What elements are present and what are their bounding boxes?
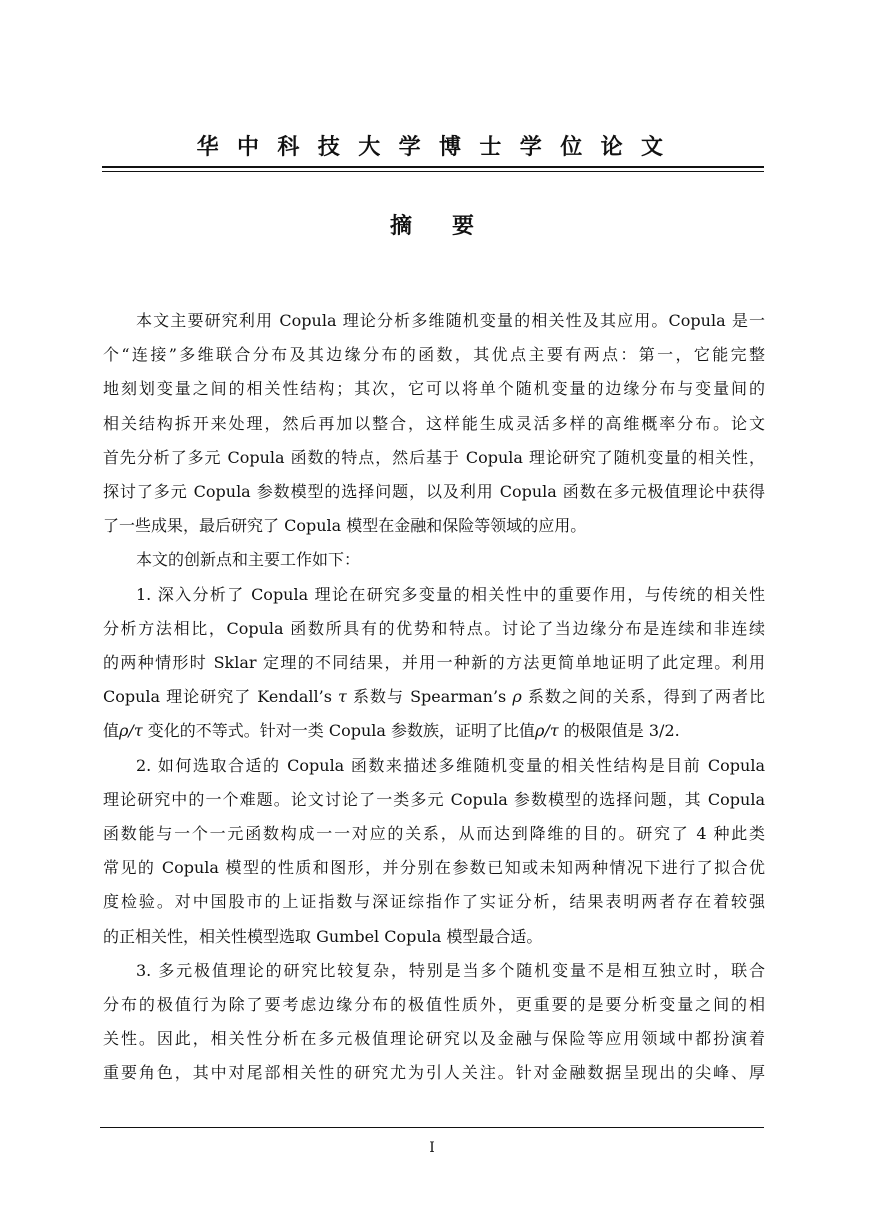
text-line: 首先分析了多元 Copula 函数的特点，然后基于 Copula 理论研究了随机变量的相关性，	[103, 447, 765, 467]
text-line: 3. 多元极值理论的研究比较复杂，特别是当多个随机变量不是相互独立时，联合	[136, 960, 765, 980]
text-line: 分布的极值行为除了要考虑边缘分布的极值性质外，更重要的是要分析变量之间的相	[103, 995, 765, 1015]
text-segment: Copula 理论研究了 Kendall’s	[103, 687, 339, 707]
tau-symbol: τ	[338, 687, 347, 707]
rho-symbol: ρ	[512, 687, 522, 707]
text-line: 函数能与一个一元函数构成一一对应的关系，从而达到降维的目的。研究了 4 种此类	[103, 824, 765, 844]
text-segment: 系数之间的关系，得到了两者比	[527, 687, 765, 707]
text-line: 地刻划变量之间的相关性结构；其次，它可以将单个随机变量的边缘分布与变量间的	[103, 379, 765, 399]
text-segment: 值	[103, 721, 120, 741]
text-segment: 系数与 Spearman’s	[352, 687, 513, 707]
paragraph-contribution-2	[103, 749, 765, 954]
text-line: 度检验。对中国股市的上证指数与深证综指作了实证分析，结果表明两者存在着较强	[103, 892, 765, 912]
body-text	[103, 304, 765, 1091]
ratio-symbol: ρ/τ	[119, 721, 143, 741]
text-line: 关性。因此，相关性分析在多元极值理论研究以及金融与保险等应用领域中都扮演着	[103, 1029, 765, 1049]
running-header-title: 华中科技大学博士学位论文	[196, 134, 682, 160]
footer-rule	[100, 1127, 764, 1128]
section-title: 摘要	[389, 213, 514, 239]
text-segment: 的极限值是 3/2.	[563, 721, 680, 741]
text-line: 本文主要研究利用 Copula 理论分析多维随机变量的相关性及其应用。Copula 是一	[136, 311, 765, 330]
text-line: 探讨了多元 Copula 参数模型的选择问题，以及利用 Copula 函数在多元极值理论中获得	[103, 482, 765, 502]
paragraph-intro	[103, 304, 765, 543]
text-line: 常见的 Copula 模型的性质和图形，并分别在参数已知或未知两种情况下进行了拟合优	[103, 858, 765, 878]
text-line: 个“连接”多维联合分布及其边缘分布的函数，其优点主要有两点：第一，它能完整	[103, 345, 765, 365]
text-line: 的两种情形时 Sklar 定理的不同结果，并用一种新的方法更简单地证明了此定理。利用	[103, 653, 765, 673]
header-rule-thick	[102, 166, 764, 168]
text-line: 了一些成果，最后研究了 Copula 模型在金融和保险等领域的应用。	[103, 516, 587, 536]
ratio-symbol: ρ/τ	[535, 721, 559, 741]
text-line: 1. 深入分析了 Copula 理论在研究多变量的相关性中的重要作用，与传统的相关性	[136, 584, 765, 604]
text-segment: 变化的不等式。针对一类 Copula 参数族，证明了比值	[147, 721, 536, 741]
text-line: 2. 如何选取合适的 Copula 函数来描述多维随机变量的相关性结构是目前 Copula	[136, 755, 765, 775]
text-line	[103, 714, 765, 748]
text-line: 的正相关性，相关性模型选取 Gumbel Copula 模型最合适。	[103, 926, 543, 946]
text-line	[103, 680, 765, 714]
text-line: 本文的创新点和主要工作如下：	[136, 550, 361, 570]
text-line: 理论研究中的一个难题。论文讨论了一类多元 Copula 参数模型的选择问题，其 Copula	[103, 789, 765, 809]
paragraph-contributions-intro	[103, 543, 765, 577]
page-number: I	[429, 1140, 435, 1156]
text-line: 重要角色，其中对尾部相关性的研究尤为引人关注。针对金融数据呈现出的尖峰、厚	[103, 1063, 765, 1083]
header-rule-thin	[102, 171, 764, 172]
paragraph-contribution-1	[103, 578, 765, 749]
paragraph-contribution-3	[103, 954, 765, 1091]
text-line: 分析方法相比，Copula 函数所具有的优势和特点。讨论了当边缘分布是连续和非连续	[103, 618, 765, 638]
text-line: 相关结构拆开来处理，然后再加以整合，这样能生成灵活多样的高维概率分布。论文	[103, 413, 765, 433]
